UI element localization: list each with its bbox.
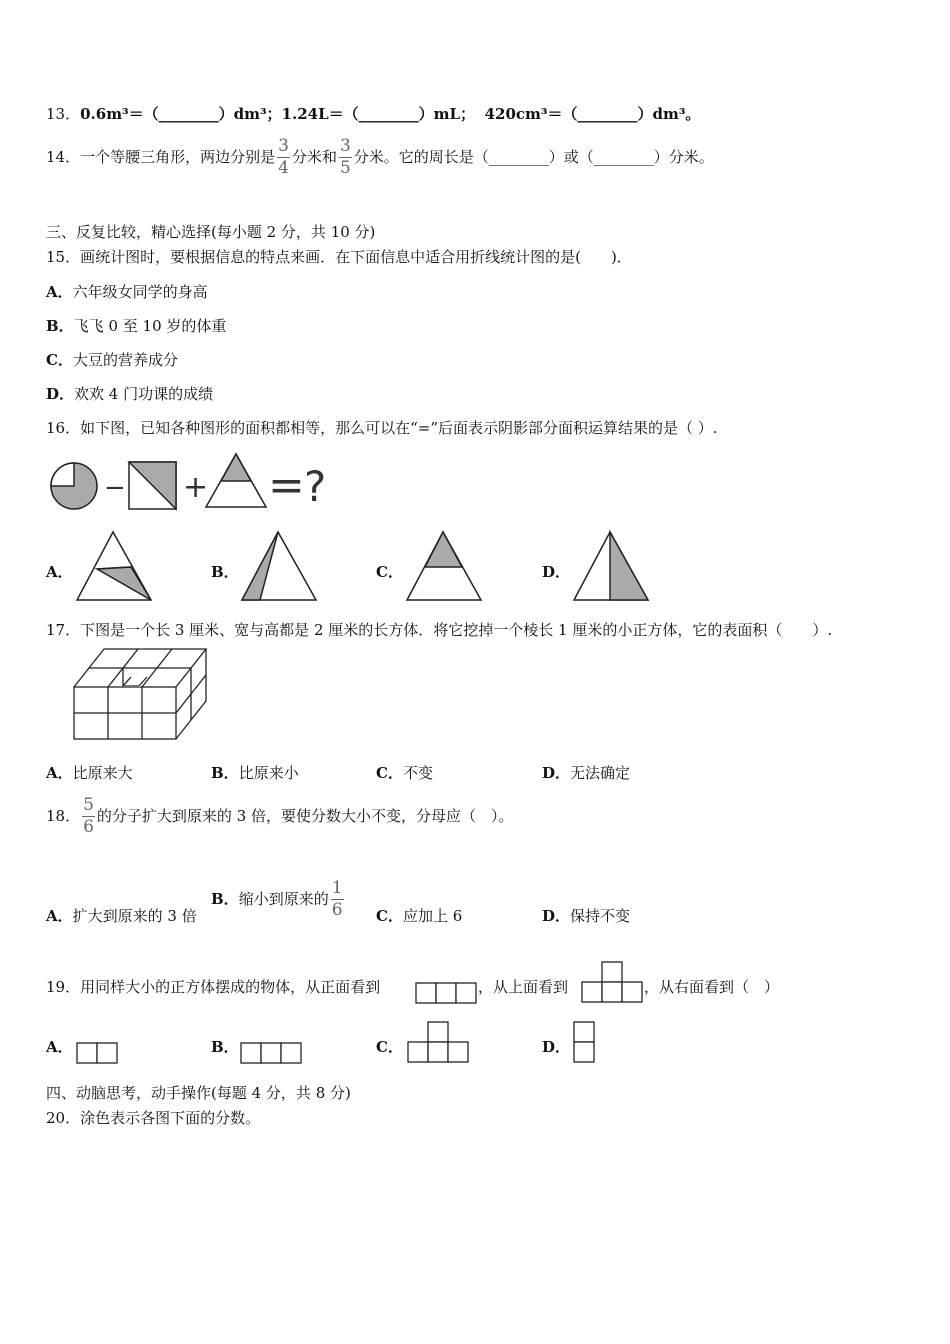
q15-option-d[interactable] [46, 383, 213, 404]
q19-stem-part1 [46, 976, 380, 997]
q19-option-d-label[interactable]: D． [542, 1038, 571, 1056]
option-label: B． [211, 890, 239, 908]
q16-equation-figure [46, 448, 336, 518]
option-text: 不变 [402, 764, 433, 782]
option-text: 比原来大 [72, 764, 133, 782]
question-mark: ? [304, 462, 327, 511]
q14-fraction-2 [339, 138, 352, 177]
option-text: 保持不变 [570, 907, 631, 925]
q19-number: 19． [46, 978, 81, 996]
q16-option-d-label[interactable]: D． [542, 563, 571, 581]
q17-number: 17． [46, 621, 81, 639]
option-label: B． [46, 317, 74, 335]
triangle-top-shaded [206, 454, 266, 507]
q18-fraction [82, 797, 95, 836]
q16-option-c-figure[interactable] [405, 530, 485, 602]
q16-option-a-label[interactable]: A． [46, 563, 73, 581]
q14-fraction-2-denominator: 5 [339, 158, 351, 178]
q13 [46, 103, 700, 124]
q17-stem [46, 619, 832, 640]
q17-option-a[interactable] [46, 762, 133, 783]
q19-top-view [581, 961, 645, 1004]
q17-text: 下图是一个长 3 厘米、宽与高都是 2 厘米的长方体．将它挖掉一个棱长 1 厘米的小正方体，它的表面积（ ）. [80, 621, 833, 639]
option-label: A． [46, 283, 73, 301]
option-text: 无法确定 [570, 764, 631, 782]
q19-text-2: ，从上面看到 [478, 978, 569, 996]
q15-option-b[interactable] [46, 315, 226, 336]
q15-option-c[interactable] [46, 349, 178, 370]
minus-sign: − [104, 473, 126, 503]
q14-fraction-1-denominator: 4 [278, 158, 289, 178]
option-text: 应加上 6 [402, 907, 463, 925]
q14-text-2: 分米和 [291, 148, 337, 166]
q14-text-3: 分米。它的周长是（________）或（________）分米。 [353, 148, 714, 166]
q16-option-b-figure[interactable] [240, 530, 320, 602]
q19-text-1: 用同样大小的正方体摆成的物体，从正面看到 [80, 978, 381, 996]
option-label: C． [46, 351, 73, 369]
q19-front-view [415, 982, 479, 1004]
q14-fraction-2-numerator: 3 [339, 136, 351, 156]
q16-option-c-label[interactable]: C． [376, 563, 403, 581]
q18-option-d[interactable] [542, 905, 630, 926]
q16-text: 如下图，已知各种图形的面积都相等，那么可以在“=”后面表示阴影部分面积运算结果的是（ ）. [80, 419, 718, 437]
q15-stem [46, 246, 632, 267]
option-text: 缩小到原来的 [238, 890, 329, 908]
option-text: 扩大到原来的 3 倍 [72, 907, 197, 925]
q16-number: 16． [46, 419, 81, 437]
q13-part1: 0.6m³＝（________）dm³；1.24L＝（________）mL； [80, 105, 476, 123]
q18-option-b-fraction-numerator: 1 [331, 878, 343, 898]
q16-stem [46, 417, 718, 438]
option-label: C． [376, 907, 403, 925]
q13-number: 13． [46, 105, 81, 123]
q18-option-c[interactable] [376, 905, 462, 926]
q18-number: 18． [46, 807, 81, 825]
q19-option-a-figure[interactable] [76, 1042, 120, 1064]
q18-option-b-fraction-denominator: 6 [331, 900, 343, 920]
removed-cube-notch [123, 668, 147, 687]
q19-option-b-figure[interactable] [240, 1042, 304, 1064]
option-text: 六年级女同学的身高 [72, 283, 208, 301]
option-label: A． [46, 764, 73, 782]
q13-part2: 420cm³＝（________）dm³。 [484, 105, 701, 123]
option-label: D． [46, 385, 75, 403]
q18-fraction-numerator: 5 [83, 795, 94, 815]
section-4-heading: 四、动脑思考，动手操作(每题 4 分，共 8 分) [46, 1084, 351, 1102]
section-3-heading: 三、反复比较，精心选择(每小题 2 分，共 10 分) [46, 223, 376, 241]
plus-sign: + [183, 470, 209, 505]
q18-option-b[interactable] [211, 880, 346, 919]
option-label: C． [376, 764, 403, 782]
q19-option-a-label[interactable]: A． [46, 1038, 73, 1056]
q19-option-c-figure[interactable] [407, 1021, 471, 1064]
q20-stem [46, 1107, 260, 1128]
q17-option-c[interactable] [376, 762, 433, 783]
q16-option-a-figure[interactable] [75, 530, 155, 602]
q17-cuboid-figure [73, 647, 213, 742]
q17-option-b[interactable] [211, 762, 299, 783]
q17-option-d[interactable] [542, 762, 630, 783]
q18-option-b-fraction [331, 880, 344, 919]
q15-text: 画统计图时，要根据信息的特点来画．在下面信息中适合用折线统计图的是( )． [80, 248, 632, 266]
option-label: D． [542, 907, 571, 925]
q20-text: 涂色表示各图下面的分数。 [80, 1109, 261, 1127]
option-label: B． [211, 764, 239, 782]
square-half-shaded [129, 462, 176, 509]
q19-option-d-figure[interactable] [573, 1021, 597, 1064]
option-text: 欢欢 4 门功课的成绩 [74, 385, 214, 403]
option-text: 比原来小 [238, 764, 299, 782]
q16-option-d-figure[interactable] [572, 530, 652, 602]
option-text: 飞飞 0 至 10 岁的体重 [73, 317, 227, 335]
option-label: A． [46, 907, 73, 925]
q20-number: 20． [46, 1109, 81, 1127]
q19-option-b-label[interactable]: B． [211, 1038, 239, 1056]
q14-text-1: 一个等腰三角形，两边分别是 [80, 148, 276, 166]
option-label: D． [542, 764, 571, 782]
q19-option-c-label[interactable]: C． [376, 1038, 403, 1056]
q18-fraction-denominator: 6 [83, 817, 94, 837]
q18-option-a[interactable] [46, 905, 197, 926]
option-text: 大豆的营养成分 [72, 351, 178, 369]
q18-stem [46, 797, 514, 836]
q14-fraction-1 [277, 138, 290, 177]
circle-quarter-shaded [51, 463, 97, 509]
q18-text: 的分子扩大到原来的 3 倍，要使分数大小不变，分母应（ ）。 [96, 807, 514, 825]
q15-option-a[interactable] [46, 281, 208, 302]
q14 [46, 138, 714, 177]
equals-sign: = [268, 460, 305, 511]
q14-number: 14． [46, 148, 81, 166]
q16-option-b-label[interactable]: B． [211, 563, 239, 581]
q19-text-3: ，从右面看到（ ） [644, 978, 780, 996]
q14-fraction-1-numerator: 3 [278, 136, 289, 156]
q15-number: 15． [46, 248, 81, 266]
